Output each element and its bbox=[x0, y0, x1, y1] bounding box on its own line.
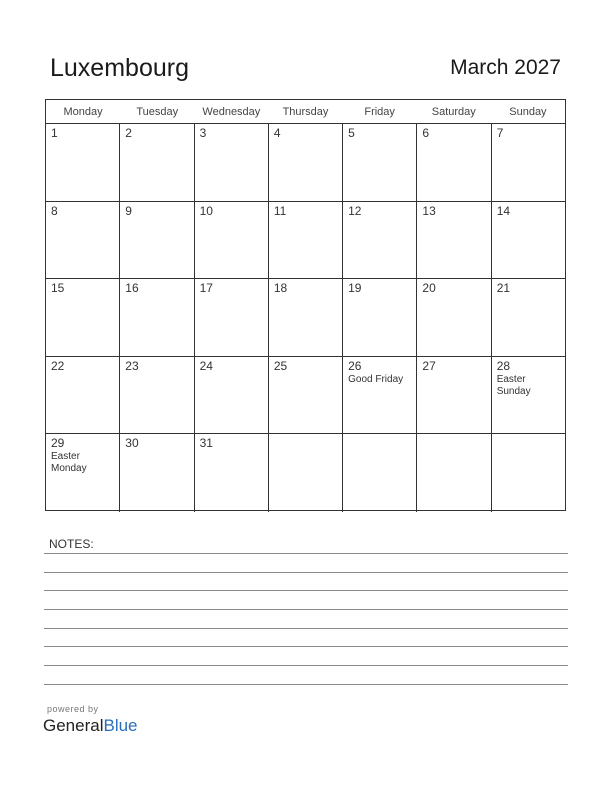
day-cell bbox=[492, 202, 565, 279]
day-cell bbox=[269, 357, 343, 434]
day-number: 27 bbox=[422, 358, 436, 373]
week-row bbox=[46, 202, 565, 280]
day-cell bbox=[343, 202, 417, 279]
day-number: 24 bbox=[199, 358, 213, 373]
brand-logo bbox=[43, 716, 138, 736]
holiday-label: Easter Monday bbox=[51, 451, 87, 475]
day-cell bbox=[120, 124, 194, 201]
notes-line bbox=[44, 590, 568, 591]
country-title: Luxembourg bbox=[50, 54, 189, 82]
day-number: 21 bbox=[496, 281, 511, 296]
powered-by-label: powered by bbox=[47, 704, 99, 714]
weekday-label: Thursday bbox=[282, 106, 329, 118]
day-number: 1 bbox=[51, 126, 58, 140]
day-cell bbox=[492, 357, 565, 434]
day-number: 3 bbox=[199, 126, 207, 140]
day-number: 2 bbox=[125, 126, 132, 140]
week-row bbox=[46, 279, 565, 357]
day-number: 26 bbox=[348, 358, 362, 373]
weekday-label: Wednesday bbox=[202, 106, 261, 118]
day-number: 16 bbox=[125, 281, 139, 296]
day-number: 12 bbox=[348, 203, 362, 218]
notes-line bbox=[44, 609, 568, 610]
day-number: 19 bbox=[348, 281, 362, 296]
weekday-header-row bbox=[46, 100, 565, 124]
day-cell bbox=[417, 434, 491, 512]
day-cell bbox=[492, 124, 565, 201]
day-cell bbox=[269, 202, 343, 279]
day-cell bbox=[195, 434, 269, 512]
day-cell bbox=[343, 124, 417, 201]
day-number: 9 bbox=[125, 203, 132, 218]
month-title: March 2027 bbox=[450, 56, 561, 79]
holiday-label: Easter Sunday bbox=[496, 373, 531, 397]
brand-blue: Blue bbox=[103, 716, 138, 735]
day-cell bbox=[120, 434, 194, 512]
week-row bbox=[46, 124, 565, 202]
day-cell bbox=[269, 434, 343, 512]
notes-label: NOTES: bbox=[49, 537, 94, 551]
day-cell bbox=[120, 202, 194, 279]
notes-line bbox=[44, 665, 568, 666]
weekday-label: Saturday bbox=[431, 106, 476, 118]
day-number: 4 bbox=[273, 126, 281, 140]
day-number: 30 bbox=[125, 436, 139, 451]
week-row bbox=[46, 357, 565, 435]
day-cell bbox=[195, 202, 269, 279]
day-number: 18 bbox=[273, 281, 288, 296]
day-cell bbox=[492, 279, 565, 356]
day-cell bbox=[417, 279, 491, 356]
notes-line bbox=[44, 553, 568, 554]
day-number: 23 bbox=[125, 358, 139, 373]
day-cell bbox=[120, 357, 194, 434]
day-cell bbox=[417, 357, 491, 434]
day-number: 31 bbox=[199, 436, 213, 451]
day-cell bbox=[417, 202, 491, 279]
day-cell bbox=[343, 279, 417, 356]
day-cell bbox=[492, 434, 565, 512]
day-number: 17 bbox=[199, 281, 213, 296]
day-number: 6 bbox=[422, 126, 430, 140]
weekday-label: Sunday bbox=[509, 106, 547, 118]
day-cell bbox=[195, 357, 269, 434]
notes-line bbox=[44, 684, 568, 685]
day-cell bbox=[343, 357, 417, 434]
day-number: 15 bbox=[51, 281, 65, 296]
day-cell bbox=[195, 124, 269, 201]
calendar-grid bbox=[45, 99, 566, 511]
weeks-container bbox=[46, 124, 565, 512]
day-cell bbox=[269, 279, 343, 356]
brand-general: General bbox=[43, 716, 104, 735]
day-number: 25 bbox=[273, 358, 288, 373]
day-cell bbox=[343, 434, 417, 512]
day-cell bbox=[46, 434, 120, 512]
day-cell bbox=[46, 279, 120, 356]
day-cell bbox=[120, 279, 194, 356]
day-cell bbox=[46, 357, 120, 434]
week-row bbox=[46, 434, 565, 512]
weekday-label: Monday bbox=[63, 106, 103, 118]
day-cell bbox=[46, 124, 120, 201]
day-number: 5 bbox=[348, 126, 355, 140]
notes-line bbox=[44, 646, 568, 647]
day-number: 22 bbox=[51, 358, 65, 373]
day-number: 29 bbox=[51, 436, 65, 451]
day-cell bbox=[195, 279, 269, 356]
holiday-label: Good Friday bbox=[348, 373, 404, 385]
day-cell bbox=[269, 124, 343, 201]
day-cell bbox=[417, 124, 491, 201]
day-number: 8 bbox=[51, 203, 58, 218]
day-number: 13 bbox=[422, 203, 436, 218]
weekday-label: Friday bbox=[364, 106, 395, 118]
day-cell bbox=[46, 202, 120, 279]
day-number: 28 bbox=[496, 358, 511, 373]
notes-line bbox=[44, 572, 568, 573]
weekday-label: Tuesday bbox=[136, 106, 179, 118]
day-number: 10 bbox=[199, 203, 213, 218]
day-number: 14 bbox=[496, 203, 511, 218]
notes-line bbox=[44, 628, 568, 629]
day-number: 7 bbox=[496, 126, 504, 140]
day-number: 20 bbox=[422, 281, 436, 296]
day-number: 11 bbox=[273, 203, 287, 218]
